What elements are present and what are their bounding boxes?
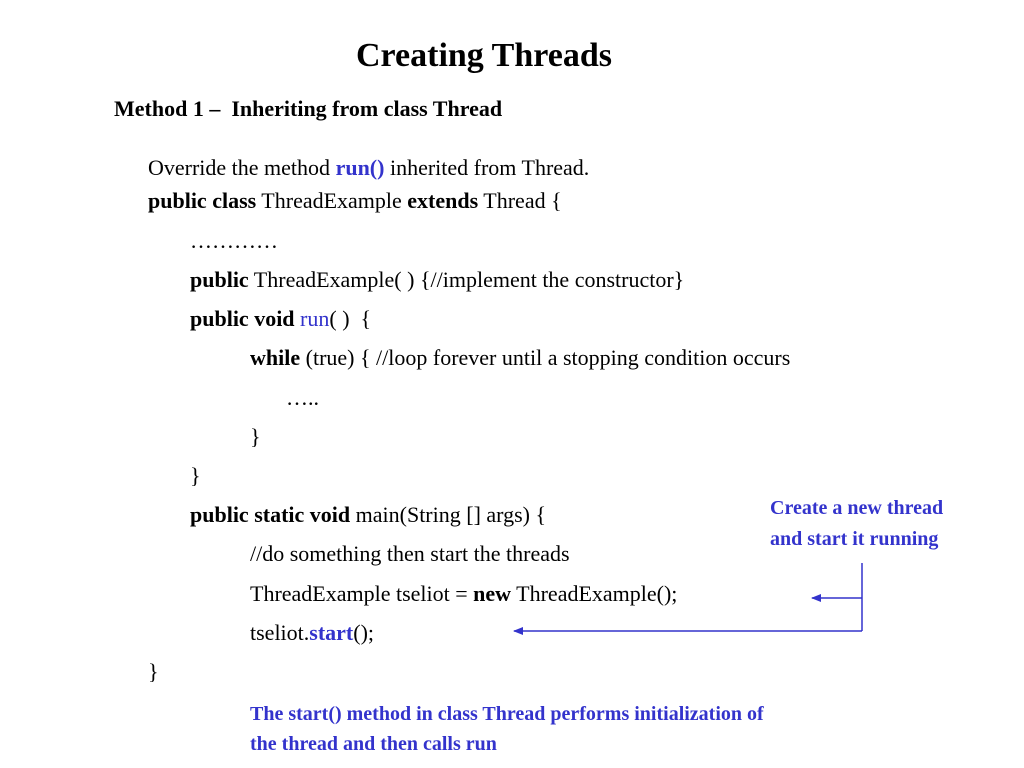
footnote-line-2: the thread and then calls run [250, 733, 497, 755]
extends-keyword: extends [407, 188, 479, 213]
class-name: ThreadExample [256, 188, 408, 213]
run-decl-rest: ( ) { [329, 306, 372, 331]
slide-subtitle: Method 1 – Inheriting from class Thread [114, 96, 503, 121]
class-decl-rest: Thread { [478, 188, 562, 213]
inner-ellipsis: ….. [286, 385, 319, 410]
run-keyword: public void [190, 306, 301, 331]
run-close-brace: } [190, 463, 201, 488]
callout-line-1: Create a new thread [770, 497, 944, 519]
new-line-pre: ThreadExample tseliot = [250, 581, 474, 606]
callout-line-2: and start it running [770, 528, 939, 550]
while-rest: (true) { //loop forever until a stopping condition occurs [300, 345, 791, 370]
start-line-pre: tseliot. [250, 620, 310, 645]
constructor-rest: ThreadExample( ) {//implement the constructor} [248, 267, 685, 292]
start-method-name: start [309, 620, 354, 645]
run-method-name: run [300, 306, 330, 331]
class-keyword: public class [148, 188, 257, 213]
new-keyword: new [473, 581, 512, 606]
main-keywords: public static void [190, 502, 351, 527]
while-keyword: while [250, 345, 301, 370]
constructor-keyword: public [190, 267, 249, 292]
intro-run-method: run() [335, 155, 385, 180]
main-decl-rest: main(String [] args) { [350, 502, 547, 527]
class-close-brace: } [148, 659, 159, 684]
intro-prefix: Override the method [148, 155, 336, 180]
start-line-post: (); [353, 620, 375, 645]
ellipsis-line: ………… [190, 228, 278, 253]
intro-suffix: inherited from Thread. [384, 155, 590, 180]
while-close-brace: } [250, 424, 261, 449]
footnote-line-1: The start() method in class Thread performs initialization of [250, 703, 764, 725]
slide-title: Creating Threads [356, 37, 612, 74]
comment-line: //do something then start the threads [250, 541, 570, 566]
new-line-post: ThreadExample(); [511, 581, 678, 606]
